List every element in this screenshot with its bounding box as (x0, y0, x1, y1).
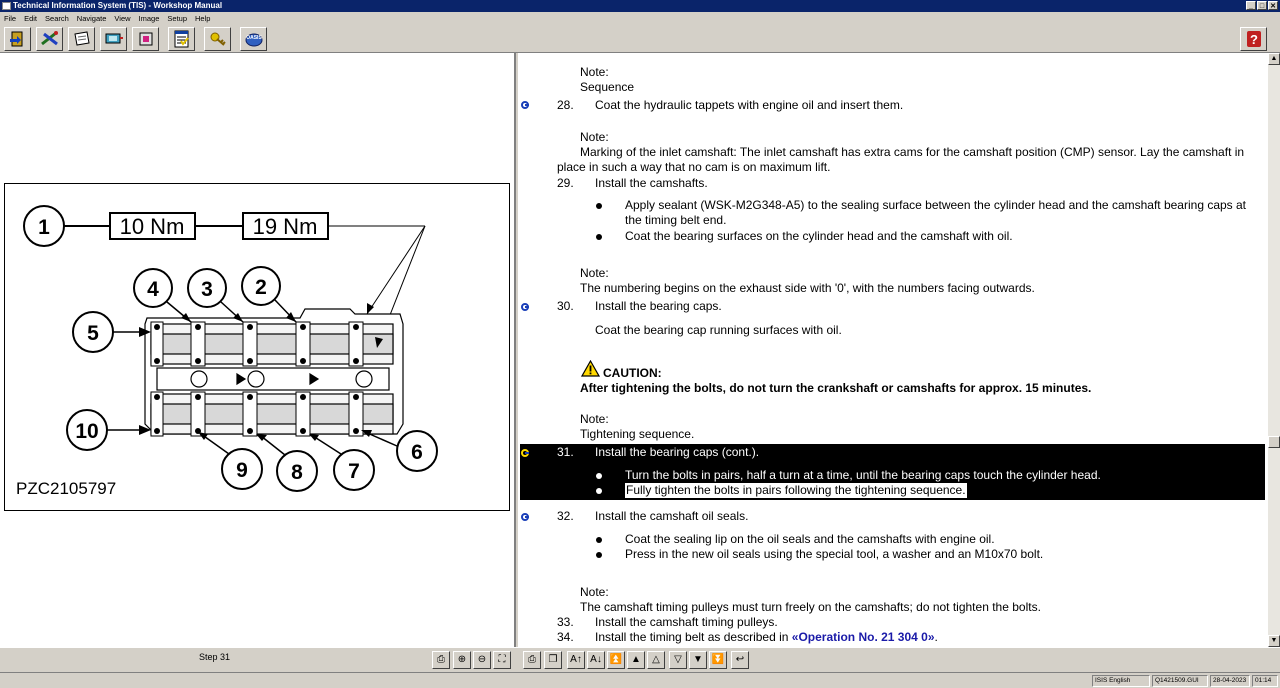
status-file: Q1421509.GUI (1152, 675, 1208, 687)
operation-link[interactable]: «Operation No. 21 304 0» (791, 630, 935, 644)
maximize-button[interactable]: □ (1257, 1, 1267, 10)
oasis-icon (244, 30, 264, 48)
step-28-text: Coat the hydraulic tappets with engine oil and insert them. (595, 98, 904, 112)
last-step-icon: ⏬ (711, 654, 725, 665)
scroll-up-arrow[interactable]: ▲ (1268, 53, 1280, 65)
bullet-icon (596, 488, 602, 494)
zoom-out-icon: ⊖ (477, 654, 487, 665)
callout-label-7: 7 (348, 460, 360, 483)
previous-group-icon: ▲ (631, 654, 641, 665)
last-step-button[interactable] (709, 651, 727, 669)
note-text: Tightening sequence. (580, 427, 695, 441)
checklist-button[interactable] (168, 27, 195, 51)
help-label: ? (1249, 32, 1258, 47)
caution-label: CAUTION: (603, 366, 662, 380)
diagnostics-icon (104, 30, 124, 48)
vehicle-selection-button[interactable] (36, 27, 63, 51)
navigation-bar (0, 647, 1280, 671)
step-33-number: 33. (557, 615, 574, 629)
note-label: Note: (580, 585, 609, 599)
torque-label-19nm: 19 Nm (252, 214, 318, 239)
step-31-bullet-2: Fully tighten the bolts in pairs following the tightening sequence. (626, 483, 966, 497)
step-33-text: Install the camshaft timing pulleys. (595, 615, 778, 629)
help-icon (1244, 30, 1264, 48)
previous-group-button[interactable] (627, 651, 645, 669)
menu-navigate[interactable]: Navigate (76, 14, 107, 23)
key-icon (208, 30, 228, 48)
step-30-text: Install the bearing caps. (595, 299, 722, 313)
status-date: 28-04-2023 (1210, 675, 1250, 687)
tools-icon (40, 30, 60, 48)
step-31-number: 31. (557, 445, 574, 459)
menu-image[interactable]: Image (138, 14, 160, 23)
step-34-number: 34. (557, 630, 574, 644)
note-label: Note: (580, 130, 609, 144)
step-31-bullet-1: Turn the bolts in pairs, half a turn at a time, until the bearing caps touch the cylinder head. (625, 468, 1101, 482)
step-31-icon[interactable] (521, 449, 529, 457)
copy-button[interactable] (544, 651, 562, 669)
app-icon (2, 2, 11, 10)
printer-icon: ⎙ (528, 654, 536, 665)
menu-search[interactable]: Search (45, 14, 69, 23)
step-indicator: Step 31 (199, 652, 231, 662)
callout-label-10: 10 (75, 420, 99, 443)
note-text: The numbering begins on the exhaust side with '0', with the numbers facing outwards. (580, 281, 1035, 295)
fit-icon: ⛶ (498, 654, 506, 665)
bullet-icon (596, 234, 602, 240)
status-language: ISIS English (1092, 675, 1150, 687)
step-32-text: Install the camshaft oil seals. (595, 509, 749, 523)
procedure-text-pane (518, 53, 1268, 647)
step-32-bullet-1: Coat the sealing lip on the oil seals and the camshafts with engine oil. (625, 532, 995, 546)
status-time: 01:14 (1252, 675, 1278, 687)
key-button[interactable] (204, 27, 231, 51)
note-label: Note: (580, 65, 609, 79)
caution-text: After tightening the bolts, do not turn the crankshaft or camshafts for approx. 15 minutes. (580, 381, 1092, 395)
previous-step-button[interactable] (647, 651, 665, 669)
note-text: Sequence (580, 80, 635, 94)
menu-file[interactable]: File (4, 14, 17, 23)
callout-label-3: 3 (201, 278, 213, 301)
return-button[interactable] (731, 651, 749, 669)
camshaft-bearing-cap-figure[interactable] (4, 183, 510, 511)
note-label: Note: (580, 412, 609, 426)
previous-step-icon: △ (652, 654, 660, 665)
next-step-icon: ▽ (674, 654, 682, 665)
step-30-number: 30. (557, 299, 574, 313)
zoom-out-button[interactable] (473, 651, 491, 669)
next-group-button[interactable] (689, 651, 707, 669)
module-button[interactable] (132, 27, 159, 51)
minimize-button[interactable]: _ (1246, 1, 1256, 10)
menu-setup[interactable]: Setup (167, 14, 187, 23)
step-29-number: 29. (557, 176, 574, 190)
note-text: Marking of the inlet camshaft: The inlet camshaft has extra cams for the camshaft position (CMP) sensor. Lay the camshaft in place in such a way that no cam is on maximum lift. (557, 145, 1245, 174)
first-step-button[interactable] (607, 651, 625, 669)
figure-code: PZC2105797 (16, 479, 117, 498)
diagnostics-button[interactable] (100, 27, 127, 51)
font-larger-icon: A↑ (570, 654, 582, 665)
bullet-icon (596, 203, 602, 209)
printer-icon: ⎙ (437, 654, 445, 665)
callout-label-2: 2 (255, 276, 267, 299)
fit-image-button[interactable] (493, 651, 511, 669)
menu-view[interactable]: View (114, 14, 131, 23)
step-30-icon[interactable] (521, 303, 529, 311)
title-bar (0, 0, 1280, 12)
help-button[interactable] (1240, 27, 1267, 51)
note-label: Note: (580, 266, 609, 280)
toolbar (0, 26, 1280, 53)
step-34-text: Install the timing belt as described in «Operation No. 21 304 0». (595, 630, 938, 644)
callout-label-6: 6 (411, 441, 423, 464)
step-32-number: 32. (557, 509, 574, 523)
bullet-icon (596, 537, 602, 543)
menu-help[interactable]: Help (195, 14, 211, 23)
exit-door-icon (8, 30, 28, 48)
document-button[interactable] (68, 27, 95, 51)
bullet-icon (596, 473, 602, 479)
callout-label-1: 1 (38, 216, 50, 239)
oasis-button[interactable] (240, 27, 267, 51)
note-text: The camshaft timing pulleys must turn freely on the camshafts; do not tighten the bolts. (580, 600, 1041, 614)
font-smaller-icon: A↓ (590, 654, 602, 665)
step-30-subtext: Coat the bearing cap running surfaces with oil. (595, 323, 842, 337)
menu-edit[interactable]: Edit (24, 14, 38, 23)
torque-label-10nm: 10 Nm (119, 214, 185, 239)
scrollbar-thumb[interactable] (1268, 436, 1280, 448)
font-smaller-button[interactable] (587, 651, 605, 669)
print-image-button[interactable] (432, 651, 450, 669)
exit-button[interactable] (4, 27, 31, 51)
step-29-bullet-1: Apply sealant (WSK-M2G348-A5) to the sealing surface between the cylinder head and the camshaft bearing caps at the timing belt end. (625, 198, 1247, 227)
step-29-bullet-2: Coat the bearing surfaces on the cylinder head and the camshaft with oil. (625, 229, 1013, 243)
next-group-icon: ▼ (693, 654, 703, 665)
zoom-in-button[interactable] (453, 651, 471, 669)
step-32-icon[interactable] (521, 513, 529, 521)
scroll-down-arrow[interactable]: ▼ (1268, 635, 1280, 647)
illustration-pane (0, 53, 516, 647)
window-title: Technical Information System (TIS) - Workshop Manual (13, 1, 223, 10)
step-29-text: Install the camshafts. (595, 176, 708, 190)
checklist-icon (172, 30, 192, 48)
close-button[interactable]: ✕ (1268, 1, 1278, 10)
vertical-scrollbar[interactable] (1268, 53, 1280, 647)
status-bar (0, 672, 1280, 688)
step-28-number: 28. (557, 98, 574, 112)
oasis-label: OASIS (245, 35, 262, 41)
callout-label-5: 5 (87, 322, 99, 345)
next-step-button[interactable] (669, 651, 687, 669)
document-icon (72, 30, 92, 48)
callout-label-9: 9 (236, 459, 248, 482)
step-28-icon[interactable] (521, 101, 529, 109)
return-icon: ↩ (735, 654, 745, 665)
warning-icon (581, 360, 600, 377)
callout-label-8: 8 (291, 461, 303, 484)
bullet-icon (596, 552, 602, 558)
copy-icon: ❐ (548, 654, 558, 665)
font-larger-button[interactable] (567, 651, 585, 669)
menu-bar (0, 13, 1280, 25)
first-step-icon: ⏫ (609, 654, 623, 665)
current-step-highlight[interactable] (520, 444, 1265, 500)
step-31-text: Install the bearing caps (cont.). (595, 445, 760, 459)
tightening-sequence-diagram (5, 184, 511, 512)
step-32-bullet-2: Press in the new oil seals using the special tool, a washer and an M10x70 bolt. (625, 547, 1044, 561)
zoom-in-icon: ⊕ (457, 654, 467, 665)
callout-label-4: 4 (147, 278, 159, 301)
print-text-button[interactable] (523, 651, 541, 669)
module-icon (136, 30, 156, 48)
